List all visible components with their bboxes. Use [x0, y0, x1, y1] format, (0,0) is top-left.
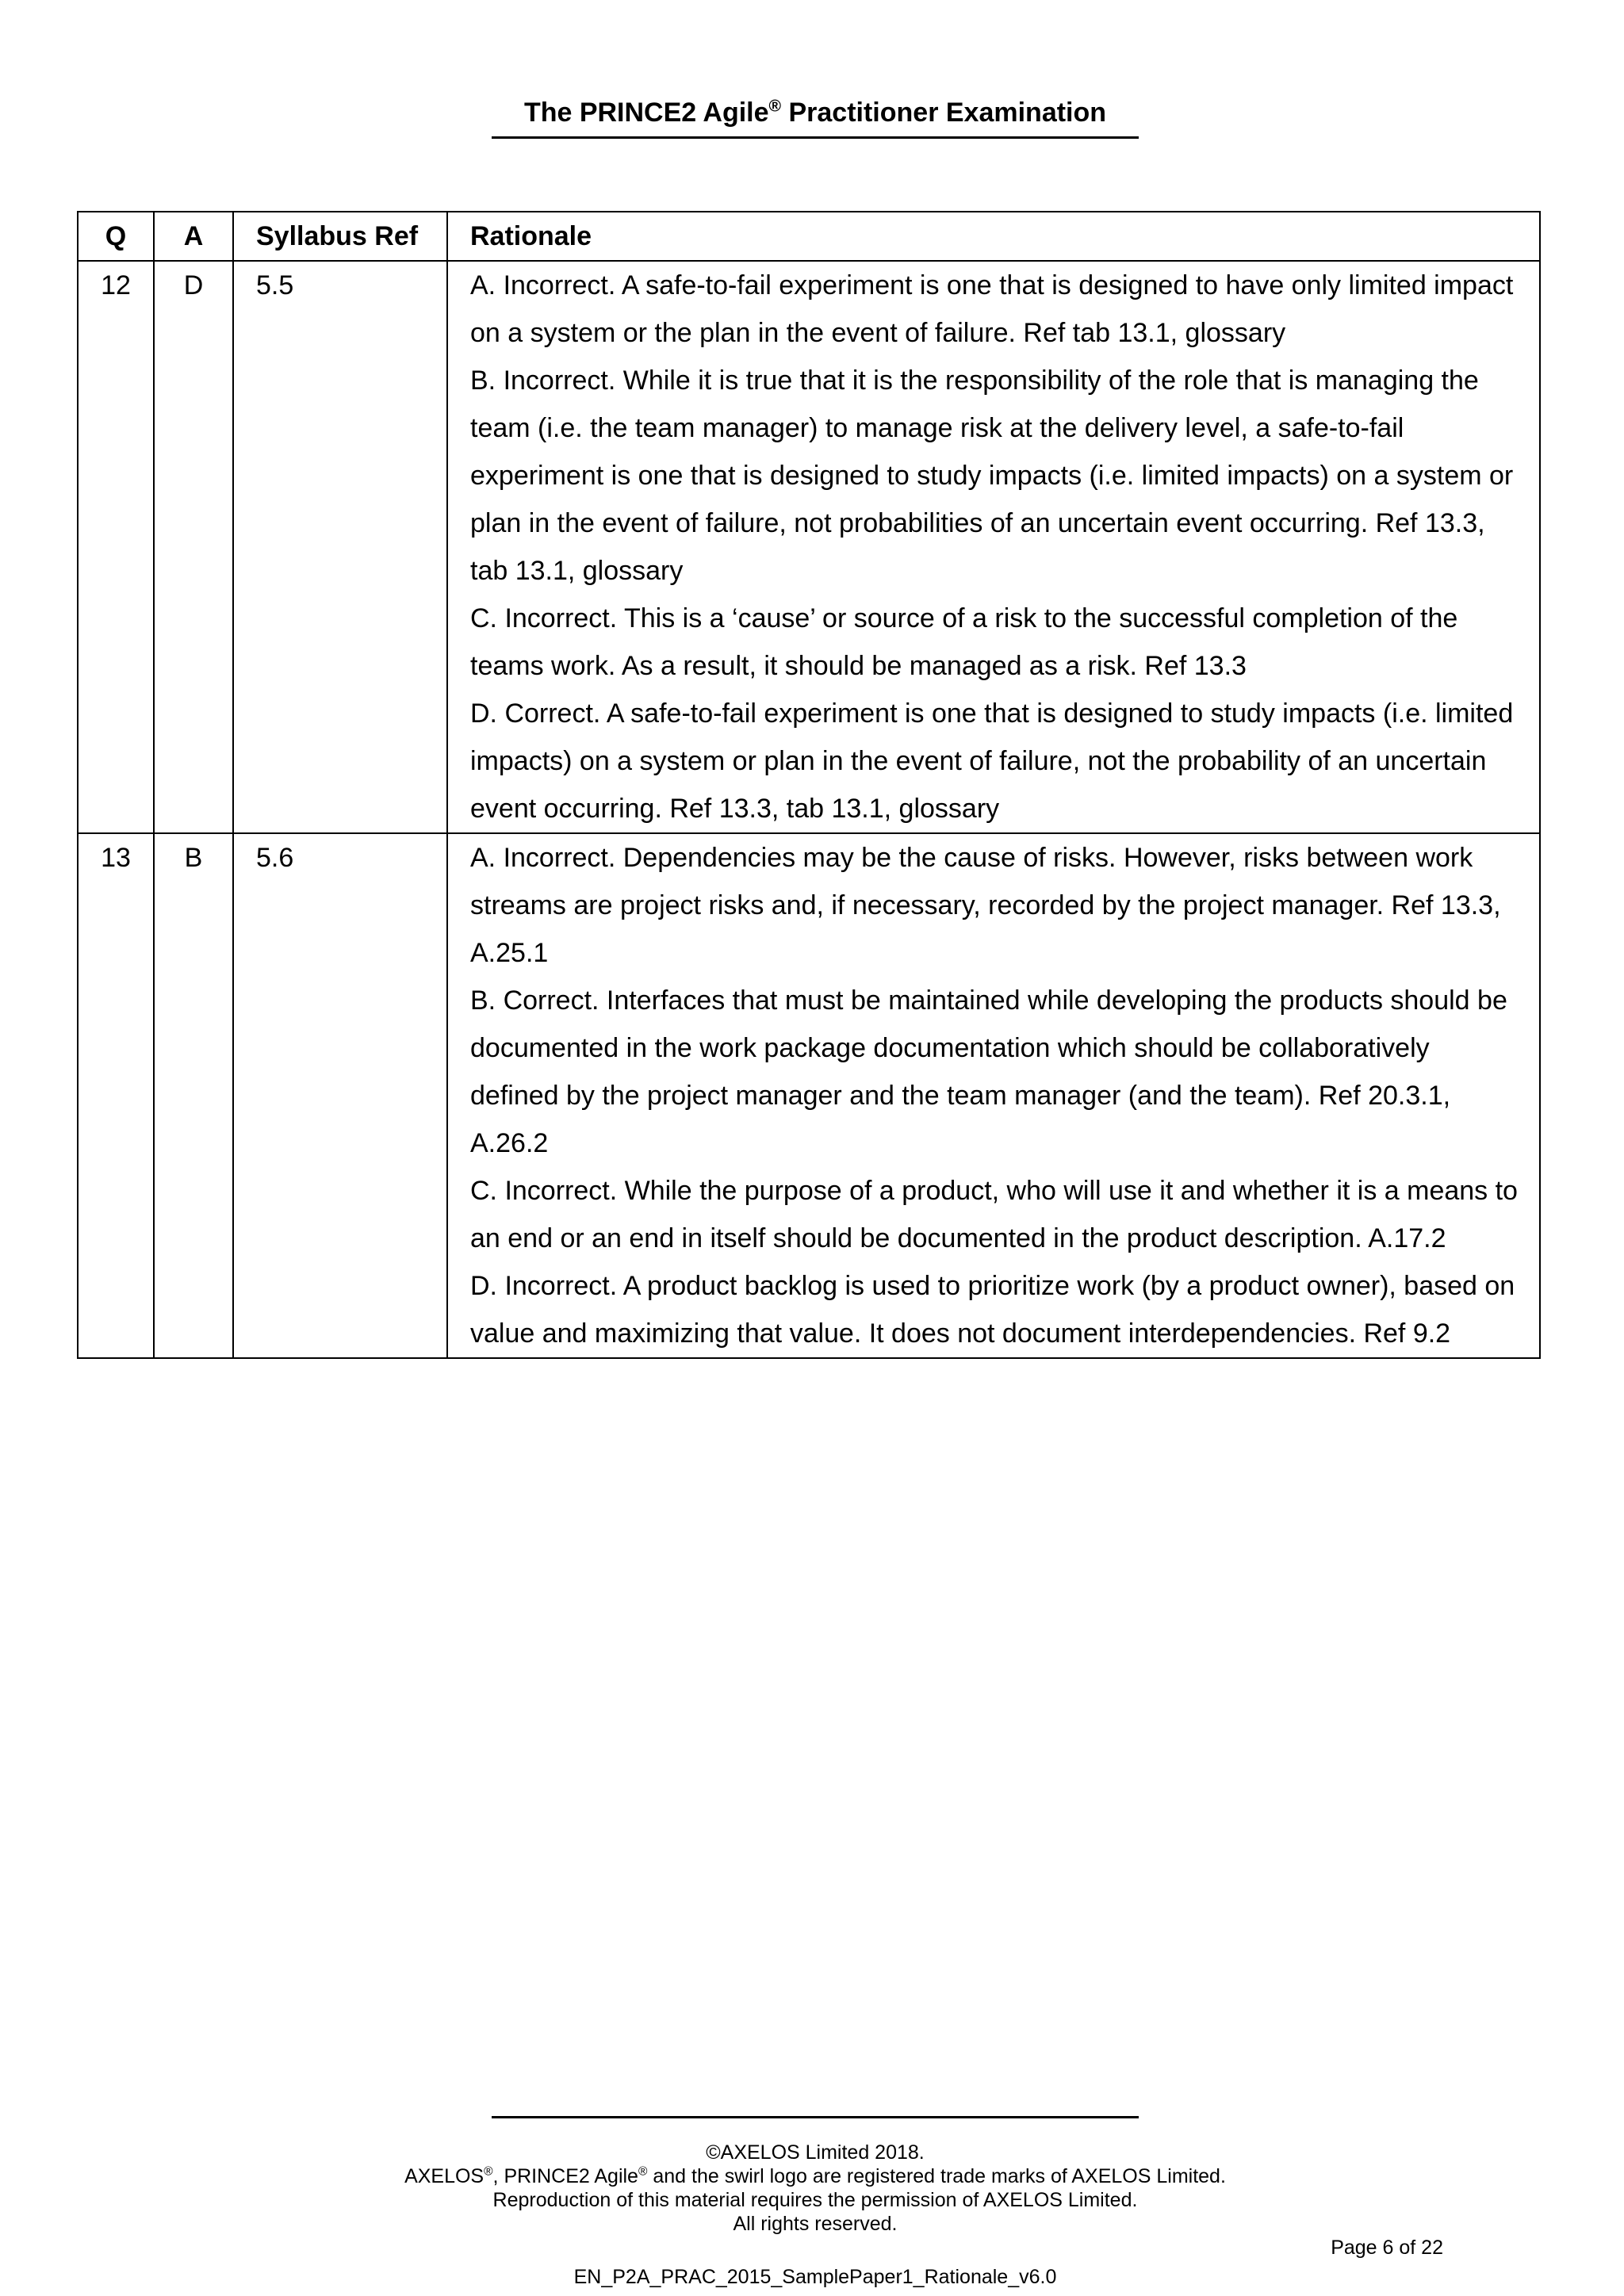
footer: [238, 2141, 1392, 2236]
question-number: 13: [78, 833, 154, 1358]
rationale-cell: [447, 261, 1540, 833]
table-row: [78, 833, 1540, 1358]
rationale-option-b: B. Incorrect. While it is true that it is the responsibility of the role that is managing the team (i.e. the team manager) to manage risk at the delivery level, a safe-to-fail experiment is one that is designed to study impacts (i.e. limited impacts) on a system or plan in the event of failure, not probabilities of an uncertain event occurring. Ref 13.3, tab 13.1, glossary: [470, 365, 1514, 586]
trademark-axelos: AXELOS: [404, 2165, 485, 2187]
trademark-prince2: , PRINCE2 Agile: [492, 2165, 638, 2187]
table-row: [78, 261, 1540, 833]
footer-reproduction: Reproduction of this material requires the permission of AXELOS Limited.: [492, 2189, 1138, 2211]
column-header-syllabus-ref: Syllabus Ref: [233, 212, 447, 261]
header-title-suffix: Practitioner Examination: [781, 98, 1107, 128]
footer-trademark: [238, 2164, 1392, 2188]
syllabus-ref: 5.6: [233, 833, 447, 1358]
rationale-option-d: D. Incorrect. A product backlog is used to prioritize work (by a product owner), based on value and maximizing that value. It does not document interdependencies. Ref 9.2: [470, 1271, 1515, 1349]
column-header-rationale: Rationale: [447, 212, 1540, 261]
question-number: 12: [78, 261, 154, 833]
rationale-cell: [447, 833, 1540, 1358]
footer-rule: [492, 2116, 1139, 2118]
rationale-option-a: A. Incorrect. Dependencies may be the cause of risks. However, risks between work streams are project risks and, if necessary, recorded by the project manager. Ref 13.3, A.25.1: [470, 843, 1501, 968]
header-title-text: The PRINCE2 Agile: [523, 98, 769, 128]
rationale-option-a: A. Incorrect. A safe-to-fail experiment is one that is designed to have only limited impact on a system or the plan in the event of failure. Ref tab 13.1, glossary: [470, 270, 1514, 348]
answer-letter: B: [154, 833, 233, 1358]
page-header-title: [492, 94, 1139, 132]
registered-mark: ®: [638, 2164, 648, 2179]
document-id: EN_P2A_PRAC_2015_SamplePaper1_Rationale_v6.0: [573, 2266, 1057, 2288]
rationale-option-c: C. Incorrect. While the purpose of a product, who will use it and whether it is a means to an end or an end in itself should be documented in the product description. A.17.2: [470, 1176, 1518, 1253]
rationale-option-b: B. Correct. Interfaces that must be maintained while developing the products should be documented in the work package documentation which should be collaboratively defined by the project manager and the team manager (and the team). Ref 20.3.1, A.26.2: [470, 985, 1507, 1158]
column-header-a: A: [154, 212, 233, 261]
footer-rights: All rights reserved.: [733, 2213, 898, 2235]
registered-mark: ®: [768, 97, 782, 116]
table-header-row: [78, 212, 1540, 261]
page-number: Page 6 of 22: [1331, 2237, 1443, 2259]
syllabus-ref: 5.5: [233, 261, 447, 833]
registered-mark: ®: [484, 2164, 493, 2179]
rationale-option-c: C. Incorrect. This is a ‘cause’ or source of a risk to the successful completion of the teams work. As a result, it should be managed as a risk. Ref 13.3: [470, 603, 1458, 681]
header-rule: [492, 136, 1139, 139]
rationale-option-d: D. Correct. A safe-to-fail experiment is one that is designed to study impacts (i.e. limited impacts) on a system or plan in the event of failure, not the probability of an uncertain event occurring. Ref 13.3, tab 13.1, glossary: [470, 698, 1514, 824]
answer-letter: D: [154, 261, 233, 833]
trademark-rest: and the swirl logo are registered trade marks of AXELOS Limited.: [647, 2165, 1226, 2187]
rationale-table: [77, 211, 1541, 1359]
footer-copyright: ©AXELOS Limited 2018.: [706, 2141, 925, 2164]
column-header-q: Q: [78, 212, 154, 261]
